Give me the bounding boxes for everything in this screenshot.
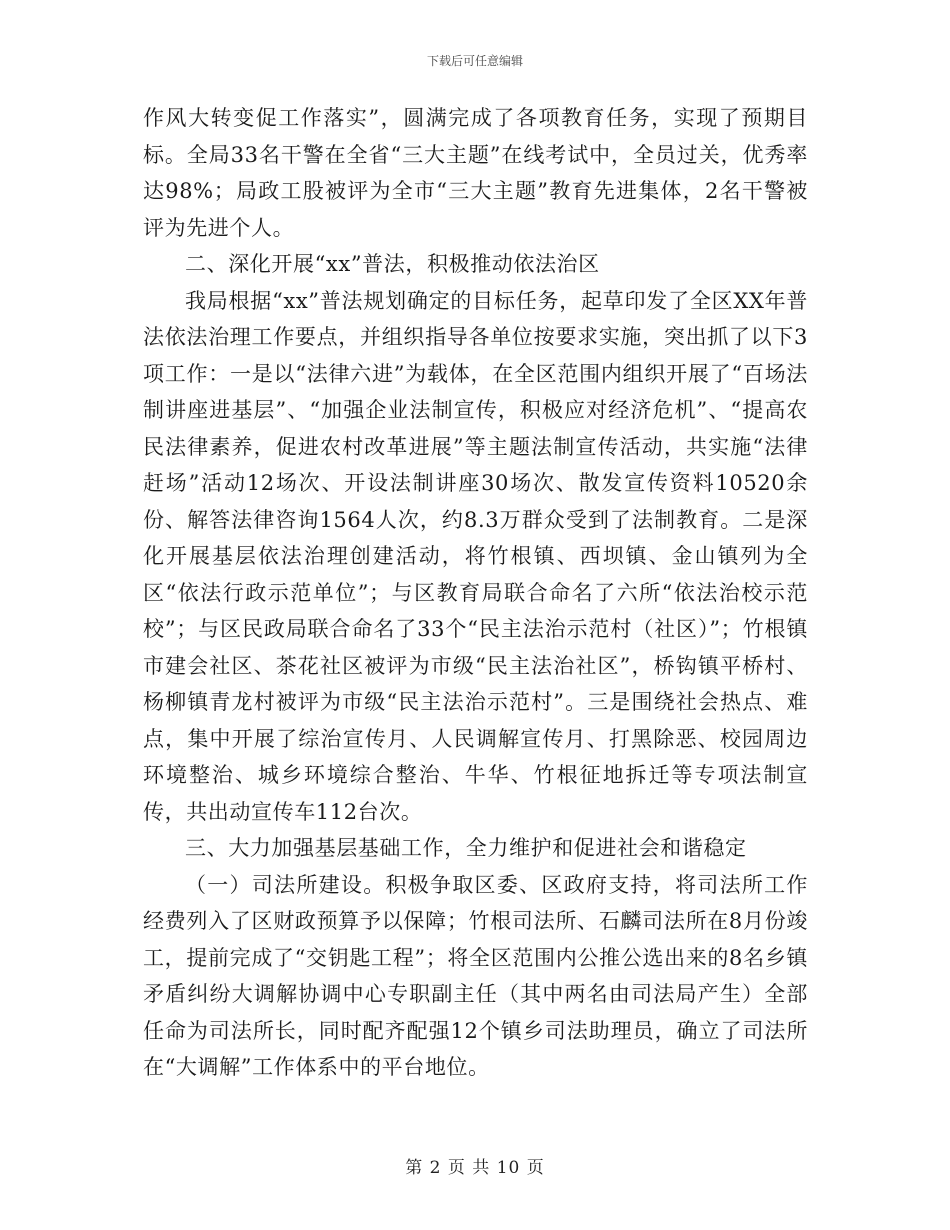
section-heading-2: 二、深化开展“xx”普法，积极推动依法治区 [185,252,600,276]
section-heading-3: 三、大力加强基层基础工作，全力维护和促进社会和谐稳定 [185,836,747,860]
paragraph-judicial-office: （一）司法所建设。积极争取区委、区政府支持，将司法所工作经费列入了区财政预算予以保障；竹根司法所、石麟司法所在8月份竣工，提前完成了“交钥匙工程”；将全区范围内公推公选出来的8名乡镇矛盾纠纷大调解协调中心专职副主任（其中两名由司法局产生）全部任命为司法所长，同时配齐配强12个镇乡司法助理员，确立了司法所在“大调解”工作体系中的平台地位。 [143,872,808,1079]
paragraph-continuation: 作风大转变促工作落实”，圆满完成了各项教育任务，实现了预期目标。全局33名干警在全省“三大主题”在线考试中，全员过关，优秀率达98%；局政工股被评为全市“三大主题”教育先进集体，2名干警被评为先进个人。 [143,106,808,240]
document-body [143,100,808,1086]
page-header-note: 下载后可任意编辑 [426,54,523,68]
page-number: 第 2 页 共 10 页 [405,1158,545,1178]
paragraph-legal-education: 我局根据“xx”普法规划确定的目标任务，起草印发了全区XX年普法依法治理工作要点，并组织指导各单位按要求实施，突出抓了以下3项工作：一是以“法律六进”为载体，在全区范围内组织开展了“百场法制讲座进基层”、“加强企业法制宣传，积极应对经济危机”、“提高农民法律素养，促进农村改革进展”等主题法制宣传活动，共实施“法律赶场”活动12场次、开设法制讲座30场次、散发宣传资料10520余份、解答法律咨询1564人次，约8.3万群众受到了法制教育。二是深化开展基层依法治理创建活动，将竹根镇、西坝镇、金山镇列为全区“依法行政示范单位”；与区教育局联合命名了六所“依法治校示范校”；与区民政局联合命名了33个“民主法治示范村（社区）”；竹根镇市建会社区、茶花社区被评为市级“民主法治社区”，桥钩镇平桥村、杨柳镇青龙村被评为市级“民主法治示范村”。三是围绕社会热点、难点，集中开展了综治宣传月、人民调解宣传月、打黑除恶、校园周边环境整治、城乡环境综合整治、牛华、竹根征地拆迁等专项法制宣传，共出动宣传车112台次。 [143,288,808,824]
